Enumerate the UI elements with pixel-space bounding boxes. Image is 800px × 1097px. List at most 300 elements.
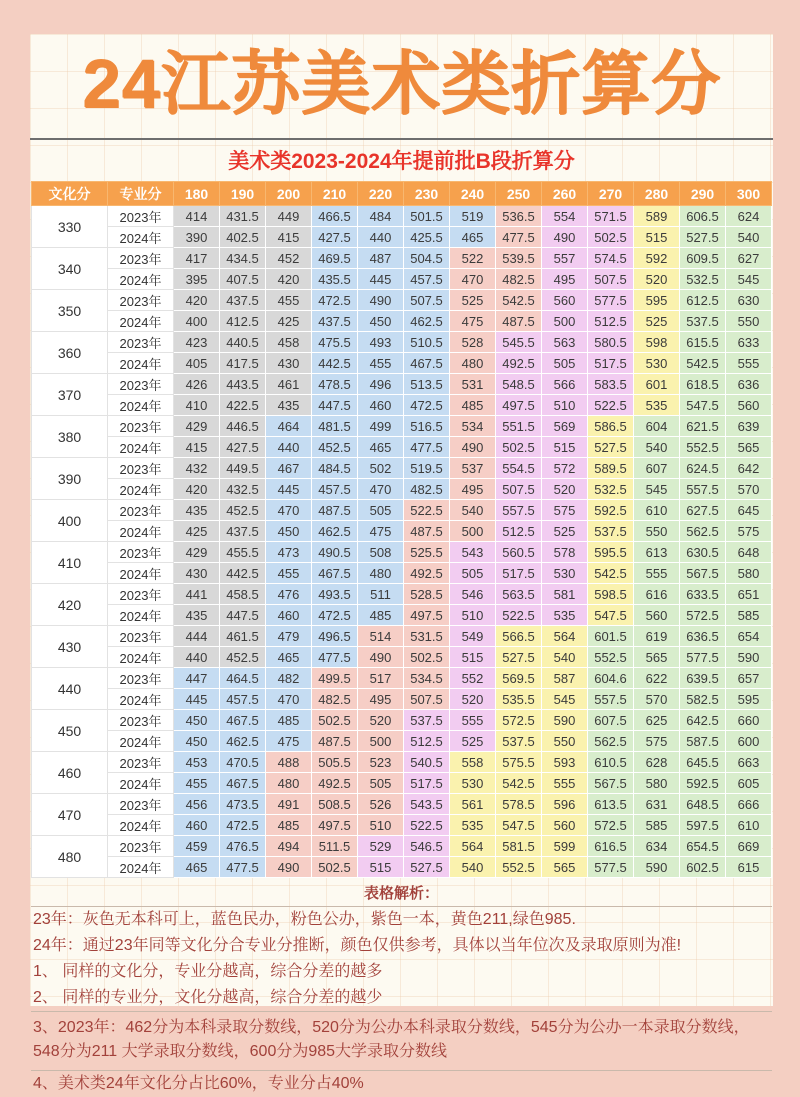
score-cell: 554.5 [496,458,542,479]
score-cell: 485 [358,605,404,626]
score-cell: 531 [450,374,496,395]
score-cell: 669 [726,836,772,857]
score-cell: 490 [542,227,588,248]
score-cell: 601.5 [588,626,634,647]
score-cell: 532.5 [680,269,726,290]
score-cell: 395 [174,269,220,290]
score-cell: 575 [542,500,588,521]
score-cell: 482.5 [404,479,450,500]
score-cell: 427.5 [312,227,358,248]
table-row [32,437,772,458]
score-cell: 478.5 [312,374,358,395]
score-cell: 414 [174,206,220,227]
score-cell: 462.5 [312,521,358,542]
score-cell: 542.5 [496,773,542,794]
score-cell: 564 [542,626,588,647]
score-cell: 606.5 [680,206,726,227]
score-cell: 545 [542,689,588,710]
table-row [32,626,772,647]
table-row [32,647,772,668]
table-row [32,836,772,857]
score-cell: 540 [450,857,496,878]
year-cell: 2023年 [108,542,174,563]
score-cell: 441 [174,584,220,605]
score-cell: 465 [266,647,312,668]
score-cell: 519.5 [404,458,450,479]
score-cell: 420 [174,479,220,500]
score-cell: 517.5 [588,353,634,374]
score-cell: 537.5 [588,521,634,542]
column-header: 300 [726,182,772,206]
score-cell: 511.5 [312,836,358,857]
score-cell: 507.5 [404,689,450,710]
score-cell: 502.5 [404,647,450,668]
score-cell: 531.5 [404,626,450,647]
score-cell: 450 [174,731,220,752]
score-cell: 502.5 [312,710,358,731]
year-cell: 2023年 [108,836,174,857]
score-cell: 449 [266,206,312,227]
year-cell: 2024年 [108,563,174,584]
score-cell: 480 [266,773,312,794]
score-cell: 492.5 [312,773,358,794]
score-cell: 527.5 [588,437,634,458]
score-cell: 540 [634,437,680,458]
table-row [32,668,772,689]
score-cell: 510 [542,395,588,416]
score-cell: 577.5 [680,647,726,668]
score-cell: 445 [266,479,312,500]
score-cell: 624 [726,206,772,227]
score-cell: 515 [542,437,588,458]
score-cell: 631 [634,794,680,815]
score-cell: 507.5 [588,269,634,290]
table-row [32,500,772,521]
note-rule-1: 1、 同样的文化分，专业分越高，综合分差的越多 [33,963,383,980]
score-cell: 479 [266,626,312,647]
score-cell: 502 [358,458,404,479]
year-cell: 2023年 [108,374,174,395]
score-cell: 487.5 [312,731,358,752]
score-cell: 452 [266,248,312,269]
score-cell: 577.5 [588,290,634,311]
score-cell: 613.5 [588,794,634,815]
table-row [32,794,772,815]
score-cell: 535 [542,605,588,626]
score-cell: 545 [726,269,772,290]
score-cell: 627 [726,248,772,269]
table-row [32,542,772,563]
score-cell: 502.5 [312,857,358,878]
score-cell: 492.5 [496,353,542,374]
score-cell: 450 [174,710,220,731]
score-cell: 610.5 [588,752,634,773]
score-cell: 477.5 [220,857,266,878]
score-cell: 497.5 [404,605,450,626]
score-cell: 505 [542,353,588,374]
score-cell: 592.5 [588,500,634,521]
score-cell: 455.5 [220,542,266,563]
score-cell: 445 [358,269,404,290]
score-cell: 598.5 [588,584,634,605]
score-cell: 563 [542,332,588,353]
column-header: 250 [496,182,542,206]
score-cell: 477.5 [312,647,358,668]
score-cell: 466.5 [312,206,358,227]
score-cell: 550 [542,731,588,752]
score-cell: 555 [634,563,680,584]
score-cell: 660 [726,710,772,731]
score-cell: 475 [266,731,312,752]
score-cell: 572.5 [680,605,726,626]
score-cell: 511 [358,584,404,605]
score-cell: 648.5 [680,794,726,815]
score-cell: 557 [542,248,588,269]
score-cell: 485 [450,395,496,416]
score-cell: 565 [542,857,588,878]
score-cell: 528.5 [404,584,450,605]
score-cell: 597.5 [680,815,726,836]
score-cell: 440 [174,647,220,668]
score-cell: 452.5 [312,437,358,458]
score-cell: 621.5 [680,416,726,437]
score-cell: 522.5 [404,500,450,521]
score-cell: 540 [542,647,588,668]
table-row [32,479,772,500]
culture-score-cell: 440 [32,668,108,710]
table-row [32,206,772,227]
score-cell: 425 [174,521,220,542]
table-row [32,269,772,290]
year-cell: 2024年 [108,521,174,542]
year-cell: 2023年 [108,290,174,311]
score-cell: 435 [266,395,312,416]
score-cell: 529 [358,836,404,857]
score-cell: 517.5 [404,773,450,794]
score-cell: 514 [358,626,404,647]
score-cell: 547.5 [496,815,542,836]
score-cell: 589.5 [588,458,634,479]
score-cell: 585 [726,605,772,626]
year-cell: 2024年 [108,479,174,500]
score-cell: 477.5 [496,227,542,248]
score-cell: 437.5 [220,290,266,311]
table-row [32,731,772,752]
culture-score-cell: 430 [32,626,108,668]
score-cell: 487.5 [312,500,358,521]
score-cell: 596 [542,794,588,815]
score-cell: 581 [542,584,588,605]
score-cell: 440 [266,437,312,458]
score-cell: 496.5 [312,626,358,647]
score-cell: 657 [726,668,772,689]
score-cell: 496 [358,374,404,395]
column-header: 260 [542,182,588,206]
score-cell: 595 [634,290,680,311]
score-cell: 512.5 [588,311,634,332]
score-cell: 500 [542,311,588,332]
column-header: 220 [358,182,404,206]
score-cell: 484 [358,206,404,227]
score-cell: 522.5 [496,605,542,626]
score-cell: 569.5 [496,668,542,689]
score-cell: 542.5 [588,563,634,584]
score-cell: 587 [542,668,588,689]
score-cell: 520 [450,689,496,710]
score-cell: 642.5 [680,710,726,731]
score-cell: 630.5 [680,542,726,563]
score-cell: 497.5 [496,395,542,416]
score-cell: 547.5 [680,395,726,416]
score-cell: 507.5 [496,479,542,500]
score-cell: 427.5 [220,437,266,458]
score-cell: 516.5 [404,416,450,437]
culture-score-cell: 480 [32,836,108,878]
year-cell: 2024年 [108,353,174,374]
score-cell: 465 [358,437,404,458]
score-cell: 493 [358,332,404,353]
score-cell: 572 [542,458,588,479]
score-cell: 530 [634,353,680,374]
score-cell: 540 [726,227,772,248]
score-cell: 452.5 [220,500,266,521]
score-cell: 458 [266,332,312,353]
year-cell: 2024年 [108,227,174,248]
score-cell: 520 [358,710,404,731]
score-cell: 400 [174,311,220,332]
score-cell: 651 [726,584,772,605]
score-cell: 654.5 [680,836,726,857]
score-cell: 434.5 [220,248,266,269]
culture-score-cell: 460 [32,752,108,794]
score-cell: 572.5 [588,815,634,836]
score-cell: 488 [266,752,312,773]
score-cell: 470 [266,500,312,521]
score-cell: 455 [266,563,312,584]
score-cell: 426 [174,374,220,395]
score-cell: 510 [450,605,496,626]
score-cell: 490 [358,647,404,668]
score-cell: 547.5 [588,605,634,626]
score-cell: 510 [358,815,404,836]
year-cell: 2024年 [108,857,174,878]
score-cell: 481.5 [312,416,358,437]
score-cell: 586.5 [588,416,634,437]
note-rule-2: 2、 同样的专业分，文化分越高，综合分差的越少 [31,985,772,1012]
score-cell: 499 [358,416,404,437]
score-cell: 417.5 [220,353,266,374]
culture-score-cell: 360 [32,332,108,374]
score-cell: 570 [634,689,680,710]
score-cell: 525 [450,731,496,752]
score-cell: 504.5 [404,248,450,269]
score-cell: 543.5 [404,794,450,815]
score-cell: 442.5 [312,353,358,374]
score-cell: 522.5 [404,815,450,836]
score-cell: 633.5 [680,584,726,605]
score-cell: 432 [174,458,220,479]
score-cell: 505.5 [312,752,358,773]
score-cell: 487 [358,248,404,269]
score-cell: 520 [634,269,680,290]
score-cell: 636.5 [680,626,726,647]
year-cell: 2024年 [108,731,174,752]
score-cell: 470 [266,689,312,710]
score-cell: 532.5 [588,479,634,500]
score-cell: 566.5 [496,626,542,647]
score-cell: 470 [358,479,404,500]
score-cell: 482 [266,668,312,689]
score-cell: 560 [726,395,772,416]
table-row [32,395,772,416]
score-cell: 494 [266,836,312,857]
score-cell: 425 [266,311,312,332]
score-cell: 566 [542,374,588,395]
score-cell: 645 [726,500,772,521]
year-cell: 2023年 [108,626,174,647]
score-cell: 535.5 [496,689,542,710]
score-cell: 552.5 [496,857,542,878]
score-cell: 552.5 [588,647,634,668]
score-cell: 447.5 [220,605,266,626]
year-cell: 2024年 [108,689,174,710]
year-cell: 2024年 [108,815,174,836]
score-cell: 425.5 [404,227,450,248]
score-cell: 476.5 [220,836,266,857]
score-cell: 558 [450,752,496,773]
score-cell: 562.5 [588,731,634,752]
score-cell: 590 [634,857,680,878]
score-cell: 452.5 [220,647,266,668]
score-cell: 545.5 [496,332,542,353]
score-cell: 582.5 [680,689,726,710]
score-cell: 639 [726,416,772,437]
score-cell: 607 [634,458,680,479]
score-cell: 525 [542,521,588,542]
score-cell: 567.5 [680,563,726,584]
score-cell: 616.5 [588,836,634,857]
culture-score-cell: 330 [32,206,108,248]
score-cell: 476 [266,584,312,605]
score-cell: 470.5 [220,752,266,773]
note-weighting: 4、美术类24年文化分占比60%，专业分占40% [33,1075,364,1092]
score-cell: 612.5 [680,290,726,311]
year-cell: 2023年 [108,584,174,605]
score-cell: 590 [726,647,772,668]
score-cell: 537.5 [680,311,726,332]
score-cell: 574.5 [588,248,634,269]
note-score-lines: 3、2023年：462分为本科录取分数线，520分为公办本科录取分数线，545分为公办一本录取分数线，548分为211 大学录取分数线，600分为985大学录取分数线 [31,1012,772,1071]
score-cell: 432.5 [220,479,266,500]
score-cell: 609.5 [680,248,726,269]
table-row [32,584,772,605]
score-cell: 537.5 [404,710,450,731]
score-cell: 592.5 [680,773,726,794]
score-table [31,181,772,878]
notes-analysis-title: 表格解析： [31,878,772,907]
score-cell: 615 [726,857,772,878]
score-cell: 534 [450,416,496,437]
score-cell: 595.5 [588,542,634,563]
culture-score-cell: 470 [32,794,108,836]
score-cell: 410 [174,395,220,416]
score-cell: 627.5 [680,500,726,521]
score-cell: 564 [450,836,496,857]
score-cell: 546 [450,584,496,605]
score-cell: 580 [634,773,680,794]
score-cell: 445 [174,689,220,710]
score-cell: 465 [174,857,220,878]
score-cell: 523 [358,752,404,773]
score-cell: 472.5 [312,605,358,626]
table-row [32,752,772,773]
table-row [32,605,772,626]
score-cell: 477.5 [404,437,450,458]
score-cell: 565 [726,437,772,458]
score-cell: 435 [174,605,220,626]
score-cell: 512.5 [496,521,542,542]
culture-score-cell: 410 [32,542,108,584]
score-cell: 447.5 [312,395,358,416]
score-cell: 550 [726,311,772,332]
score-cell: 560 [542,815,588,836]
score-cell: 527.5 [496,647,542,668]
table-row [32,227,772,248]
score-cell: 525.5 [404,542,450,563]
score-cell: 575 [726,521,772,542]
score-cell: 469.5 [312,248,358,269]
column-header: 290 [680,182,726,206]
score-cell: 431.5 [220,206,266,227]
score-cell: 563.5 [496,584,542,605]
score-cell: 467.5 [220,710,266,731]
score-cell: 444 [174,626,220,647]
table-row [32,353,772,374]
score-cell: 505 [450,563,496,584]
table-row [32,458,772,479]
score-cell: 517.5 [496,563,542,584]
table-row [32,710,772,731]
year-cell: 2023年 [108,416,174,437]
column-header: 190 [220,182,266,206]
score-cell: 402.5 [220,227,266,248]
notes-section [31,878,772,1097]
year-cell: 2023年 [108,794,174,815]
score-cell: 487.5 [404,521,450,542]
score-cell: 407.5 [220,269,266,290]
page-subtitle: 美术类2023-2024年提前批B段折算分 [228,150,575,173]
score-cell: 490 [358,290,404,311]
column-header: 280 [634,182,680,206]
score-cell: 464.5 [220,668,266,689]
score-cell: 493.5 [312,584,358,605]
content-card [30,34,773,1092]
score-cell: 430 [174,563,220,584]
score-cell: 460 [358,395,404,416]
score-cell: 546.5 [404,836,450,857]
score-cell: 502.5 [588,227,634,248]
score-cell: 561 [450,794,496,815]
score-cell: 535 [450,815,496,836]
score-cell: 567.5 [588,773,634,794]
score-cell: 525 [634,311,680,332]
score-cell: 530 [542,563,588,584]
culture-score-cell: 390 [32,458,108,500]
score-cell: 599 [542,836,588,857]
score-cell: 415 [174,437,220,458]
table-row [32,689,772,710]
score-cell: 602.5 [680,857,726,878]
